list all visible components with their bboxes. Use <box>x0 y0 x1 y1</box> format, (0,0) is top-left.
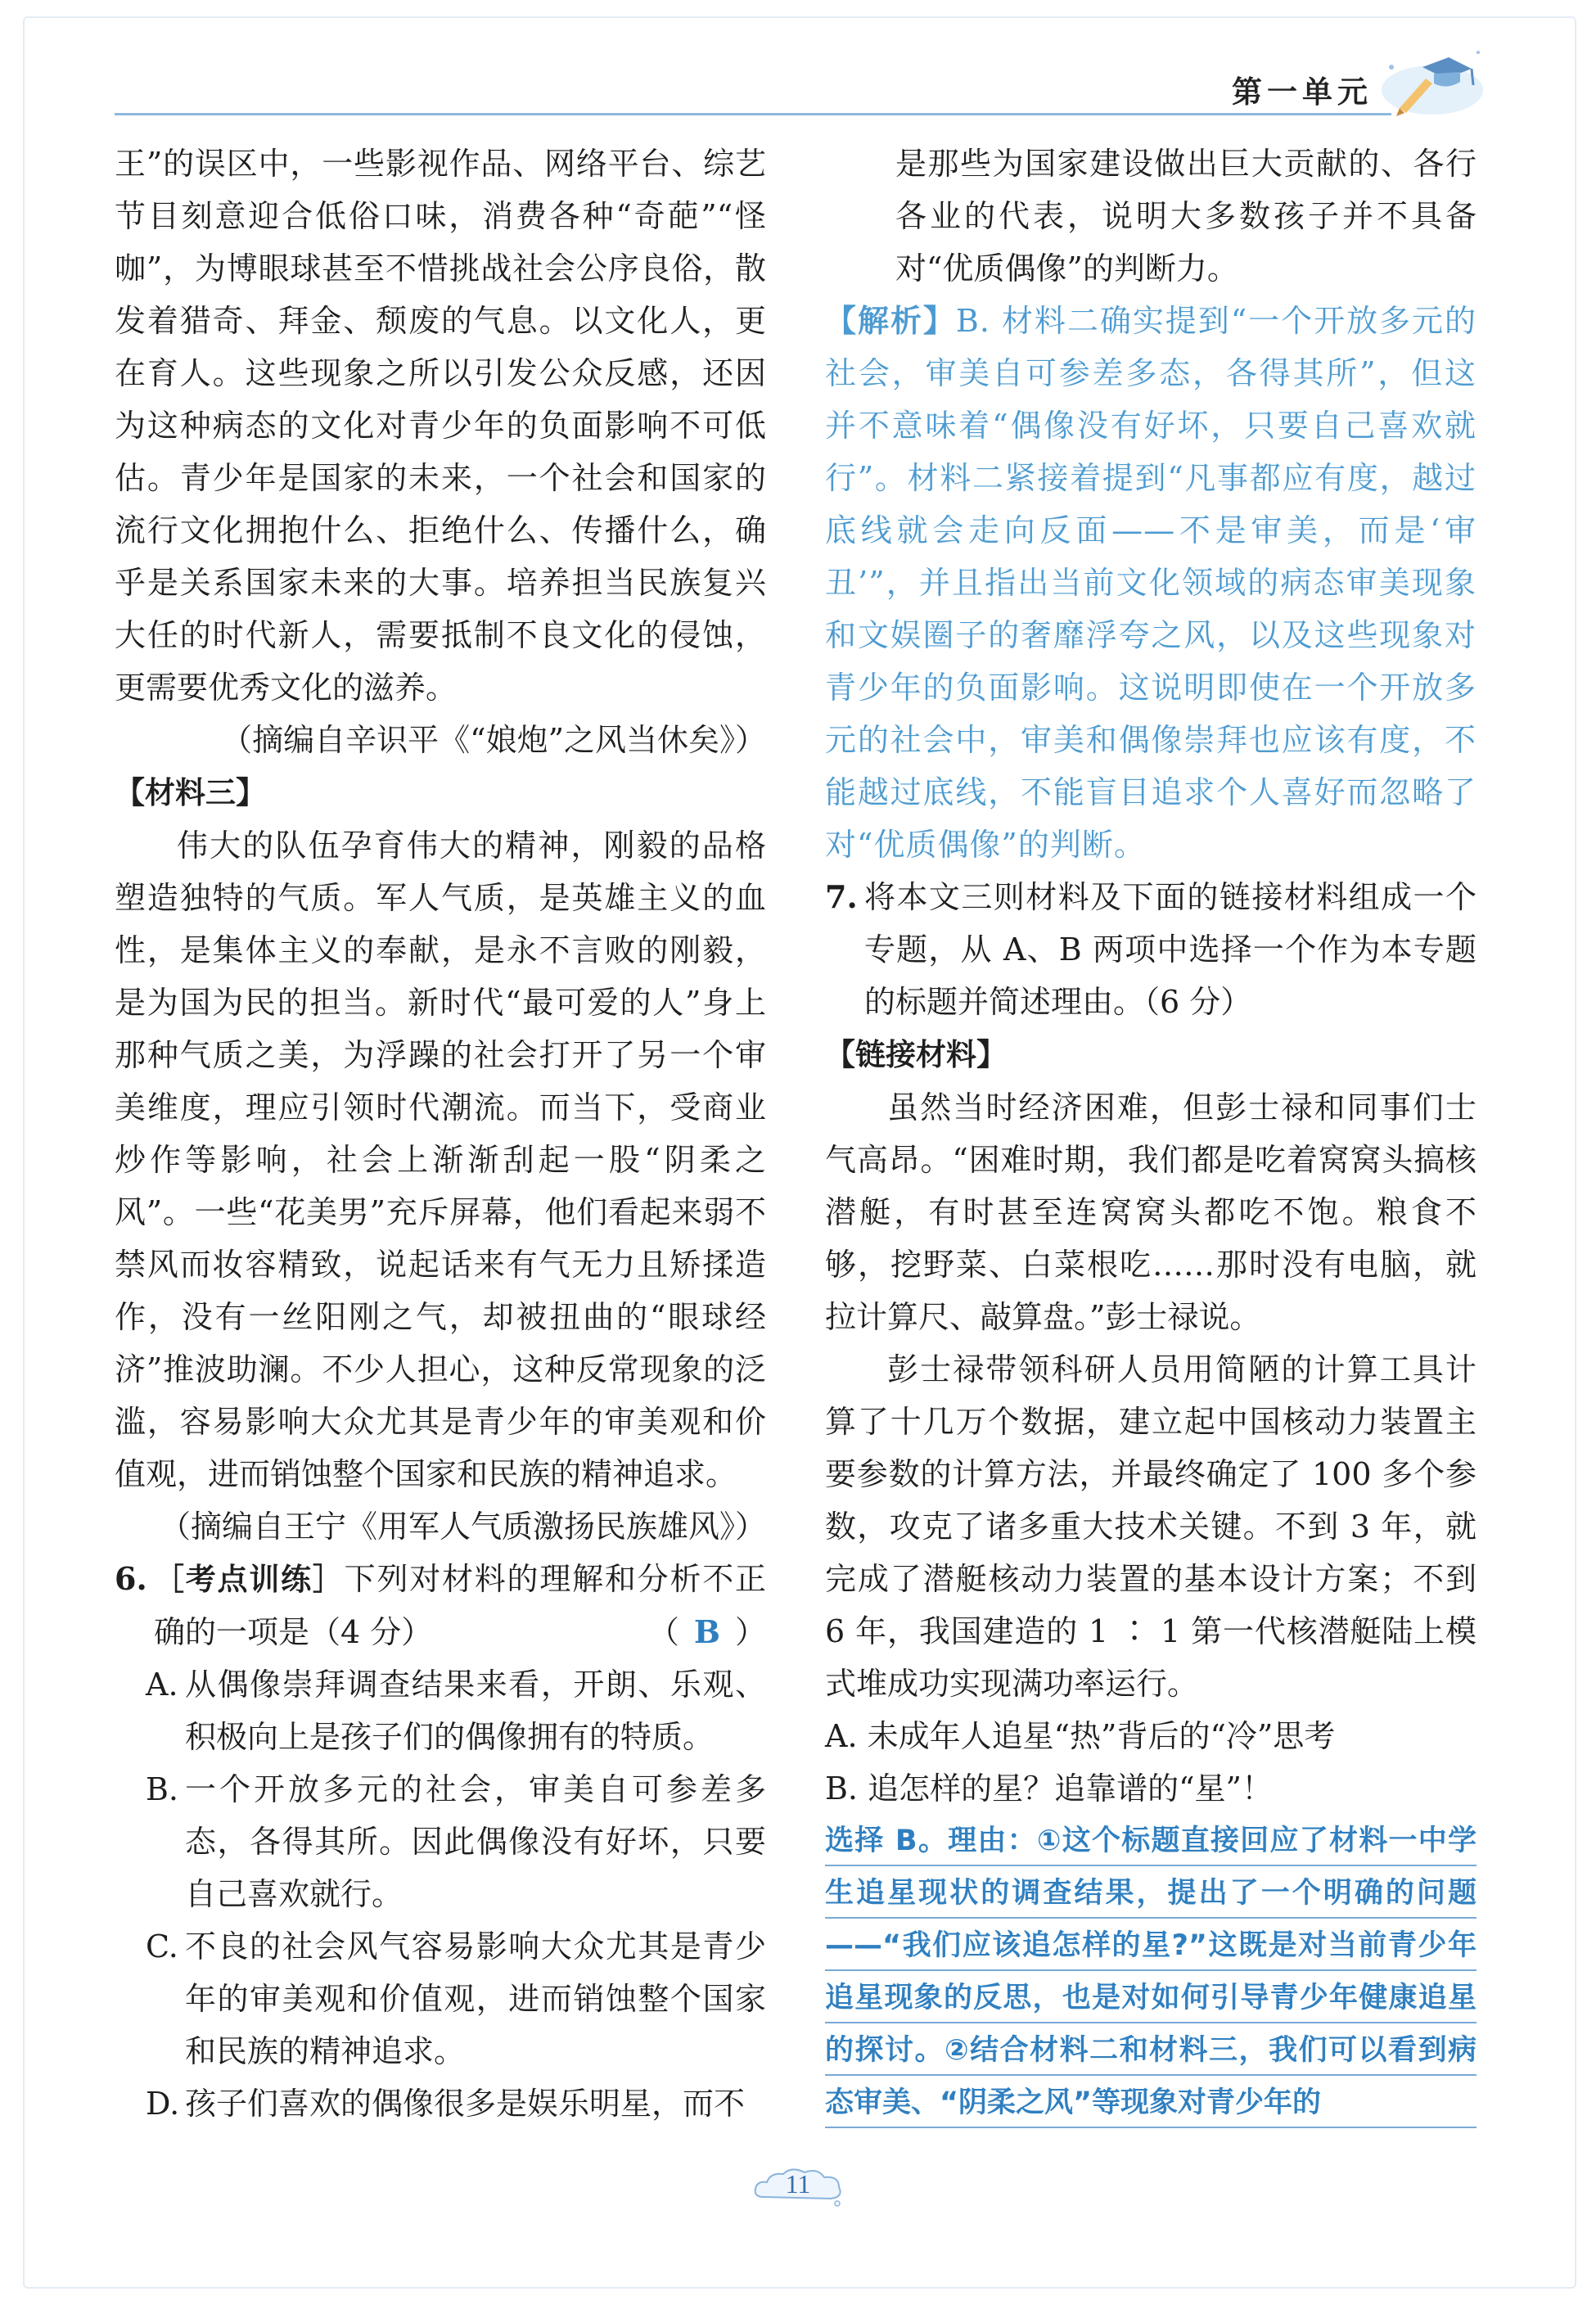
graduation-pencil-icon <box>1375 43 1490 120</box>
material3-heading: 【材料三】 <box>115 775 266 810</box>
option-text: 孩子们喜欢的偶像很多是娱乐明星，而不 <box>185 2086 746 2122</box>
left-column <box>115 138 766 2130</box>
option-a <box>146 1658 766 1763</box>
title-option-a: A. 未成年人追星“热”背后的“冷”思考 <box>825 1718 1336 1754</box>
question-7-number: 7. <box>825 878 858 915</box>
option-c <box>146 1920 766 2077</box>
question-7-answer: 选择 B。理由：①这个标题直接回应了材料一中学生追星现状的调查结果，提出了一个明确的问题——“我们应该追怎样的星?”这既是对当前青少年追星现象的反思，也是对如何引导青少年健康追星的探讨。②结合材料二和材料三，我们可以看到病态审美、“阴柔之风”等现象对青少年的 <box>825 1815 1477 2129</box>
option-d <box>146 2077 766 2130</box>
link-material-heading: 【链接材料】 <box>825 1037 1007 1072</box>
analysis-block <box>825 295 1477 871</box>
answer-paren-open: （ <box>647 1614 679 1650</box>
option-text: 一个开放多元的社会，审美自可参差多态，各得其所。因此偶像没有好坏，只要自己喜欢就行。 <box>185 1771 766 1912</box>
question-6-answer: B <box>693 1613 720 1650</box>
answer-paren-close: ） <box>734 1614 766 1650</box>
page-number <box>749 2163 847 2212</box>
analysis-text: B. 材料二确实提到“一个开放多元的社会，审美自可参差多态，各得其所”，但这并不意味着“偶像没有好坏，只要自己喜欢就行”。材料二紧接着提到“凡事都应有度，越过底线就会走向反面——不是审美，而是‘审丑’”，并且指出当前文化领域的病态审美现象和文娱圈子的奢靡浮夸之风，以及这些现象对青少年的负面影响。这说明即使在一个开放多元的社会中，审美和偶像崇拜也应该有度，不能越过底线，不能盲目追求个人喜好而忽略了对“优质偶像”的判断。 <box>825 303 1477 863</box>
right-column <box>825 138 1477 2129</box>
header-rule <box>115 113 1391 115</box>
question-6-number: 6. <box>115 1560 147 1597</box>
material3-paragraph: 伟大的队伍孕育伟大的精神，刚毅的品格塑造独特的气质。军人气质，是英雄主义的血性，是集体主义的奉献，是永不言败的刚毅，是为国为民的担当。新时代“最可爱的人”身上那种气质之美，为浮躁的社会打开了另一个审美维度，理应引领时代潮流。而当下，受商业炒作等影响，社会上渐渐刮起一股“阴柔之风”。一些“花美男”充斥屏幕，他们看起来弱不禁风而妆容精致，说起话来有气无力且矫揉造作，没有一丝阳刚之气，却被扭曲的“眼球经济”推波助澜。不少人担心，这种反常现象的泛滥，容易影响大众尤其是青少年的审美观和价值观，进而销蚀整个国家和民族的精神追求。 <box>115 828 766 1492</box>
title-option-b: B. 追怎样的星？追靠谱的“星”！ <box>825 1770 1273 1807</box>
page-number-text: 11 <box>785 2169 811 2199</box>
question-7-stem: 将本文三则材料及下面的链接材料组成一个专题，从 A、B 两项中选择一个作为本专题的标题并简述理由。（6 分） <box>864 879 1477 1020</box>
material3-source: （摘编自王宁《用军人气质激扬民族雄风》） <box>159 1509 766 1545</box>
unit-title: 第一单元 <box>1232 74 1373 110</box>
option-label: D. <box>146 2086 180 2122</box>
material2-source: （摘编自辛识平《“娘炮”之风当休矣》） <box>221 722 766 758</box>
question-7 <box>825 871 1477 1028</box>
link-material-paragraph-1: 虽然当时经济困难，但彭士禄和同事们士气高昂。“困难时期，我们都是吃着窝窝头搞核潜艇，有时甚至连窝窝头都吃不饱。粮食不够，挖野菜、白菜根吃……那时没有电脑，就拉计算尺、敲算盘。”彭士禄说。 <box>825 1089 1477 1335</box>
question-6 <box>115 1553 766 1658</box>
option-label: B. <box>146 1771 179 1807</box>
option-text: 从偶像崇拜调查结果来看，开朗、乐观、积极向上是孩子们的偶像拥有的特质。 <box>185 1667 766 1755</box>
question-6-stem: 下列对材料的理解和分析不正确的一项是（4 分） <box>154 1561 766 1650</box>
option-label: C. <box>146 1928 178 1964</box>
analysis-heading: 【解析】 <box>825 303 956 339</box>
option-text: 不良的社会风气容易影响大众尤其是青少年的审美观和价值观，进而销蚀整个国家和民族的精神追求。 <box>185 1928 766 2069</box>
material2-paragraph: 王”的误区中，一些影视作品、网络平台、综艺节目刻意迎合低俗口味，消费各种“奇葩”“怪咖”，为博眼球甚至不惜挑战社会公序良俗，散发着猎奇、拜金、颓废的气息。以文化人，更在育人。这些现象之所以引发公众反感，还因为这种病态的文化对青少年的负面影响不可低估。青少年是国家的未来，一个社会和国家的流行文化拥抱什么、拒绝什么、传播什么，确乎是关系国家未来的大事。培养担当民族复兴大任的时代新人，需要抵制不良文化的侵蚀，更需要优秀文化的滋养。 <box>115 146 766 706</box>
option-label: A. <box>146 1667 178 1703</box>
option-b <box>146 1763 766 1920</box>
option-d-continued: 是那些为国家建设做出巨大贡献的、各行各业的代表，说明大多数孩子并不具备对“优质偶像”的判断力。 <box>895 146 1477 286</box>
question-6-tag: ［考点训练］ <box>154 1562 345 1597</box>
link-material-paragraph-2: 彭士禄带领科研人员用简陋的计算工具计算了十几万个数据，建立起中国核动力装置主要参数的计算方法，并最终确定了 100 多个参数，攻克了诸多重大技术关键。不到 3 年，就完成了潜艇核动力装置的基本设计方案；不到 6 年，我国建造的 1 ∶ 1 第一代核潜艇陆上模式堆成功实现满功率运行。 <box>825 1351 1477 1702</box>
